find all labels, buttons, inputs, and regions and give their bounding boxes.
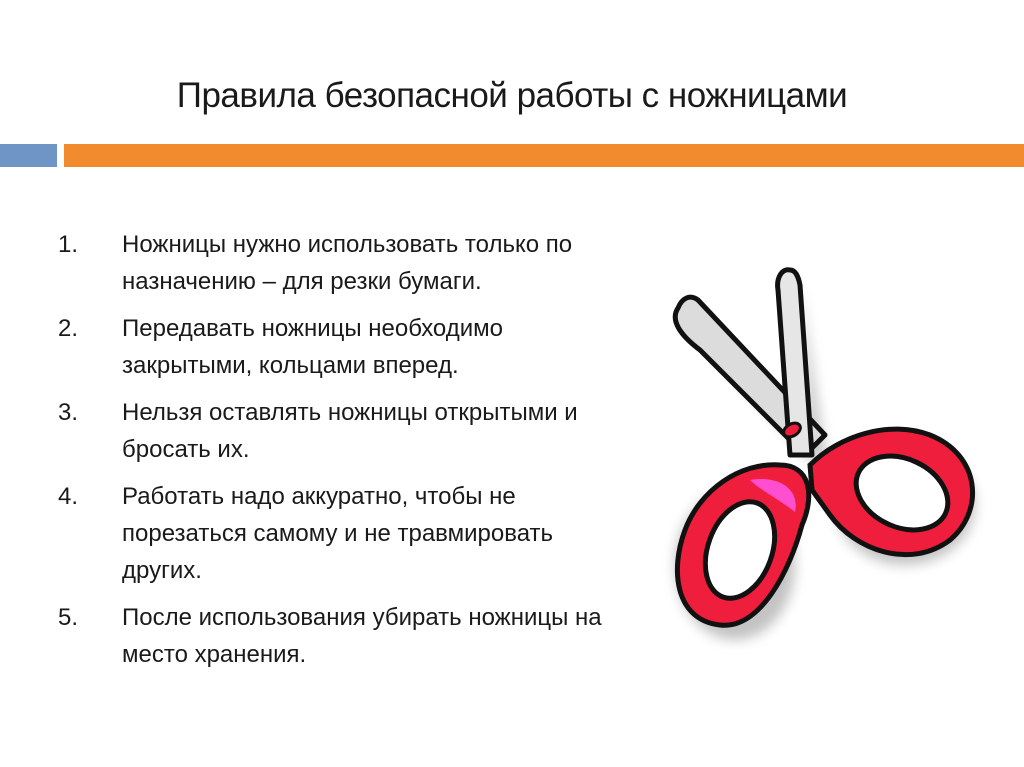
- list-item-text: Нельзя оставлять ножницы открытыми и бросать их.: [122, 399, 578, 463]
- list-item: [58, 310, 618, 384]
- list-item-number: 3.: [58, 399, 79, 426]
- handle-right: [810, 429, 973, 555]
- accent-bar-orange: [64, 144, 1024, 167]
- list-item-text: Ножницы нужно использовать только по назначению – для резки бумаги.: [122, 231, 573, 295]
- slide-title: Правила безопасной работы с ножницами: [176, 76, 848, 115]
- list-item: [58, 226, 618, 300]
- list-item-text: После использования убирать ножницы на место хранения.: [122, 604, 602, 668]
- list-item: [58, 478, 618, 589]
- rules-list: [58, 226, 618, 683]
- list-item-number: 1.: [58, 231, 79, 258]
- list-item-text: Работать надо аккуратно, чтобы не порезаться самому и не травмировать других.: [122, 483, 554, 584]
- list-item-number: 5.: [58, 604, 79, 631]
- list-item: [58, 599, 618, 673]
- handle-left: [677, 465, 808, 626]
- list-item-number: 2.: [58, 315, 79, 342]
- accent-bar-blue: [0, 144, 57, 167]
- list-item: [58, 394, 618, 468]
- list-item-text: Передавать ножницы необходимо закрытыми, кольцами вперед.: [122, 315, 503, 379]
- list-item-number: 4.: [58, 483, 79, 510]
- scissors-icon: [640, 250, 1000, 650]
